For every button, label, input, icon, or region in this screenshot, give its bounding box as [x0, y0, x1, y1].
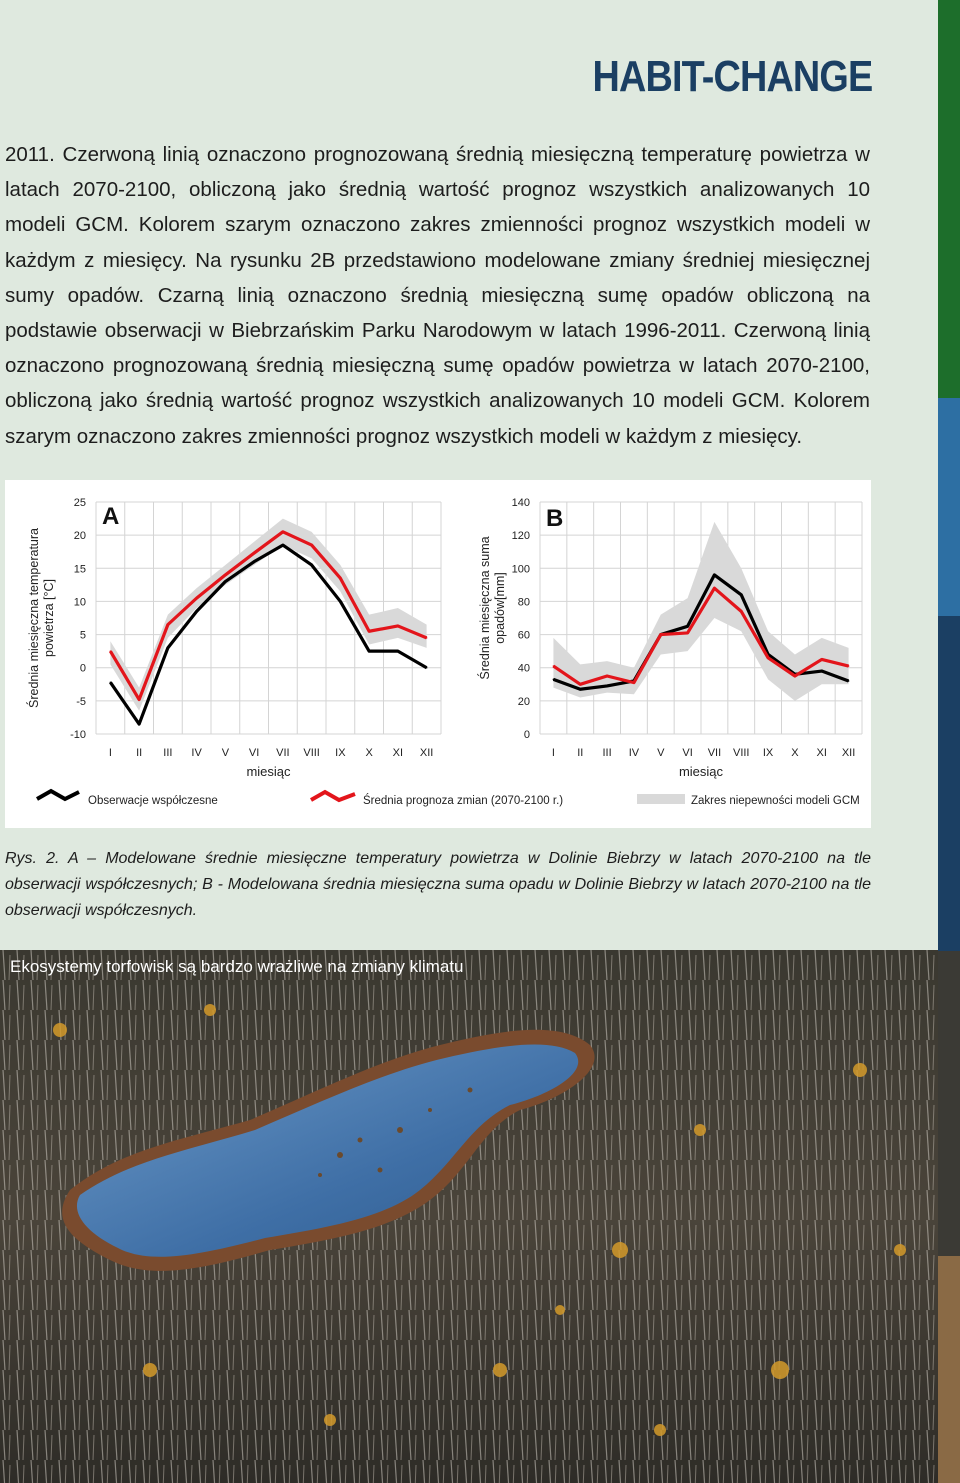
figure-panel	[5, 480, 871, 828]
y-tick-label: 25	[73, 497, 86, 509]
forecast-point	[687, 632, 689, 634]
observed-point	[553, 679, 555, 681]
stripe-navy	[938, 616, 960, 951]
forecast-point	[167, 624, 169, 626]
x-tick-label: IV	[628, 747, 640, 759]
y-tick-label: -10	[70, 729, 86, 741]
forecast-point	[110, 650, 112, 652]
y-tick-label: -5	[76, 695, 86, 708]
photo-illustration	[0, 950, 938, 1483]
y-axis-label-line: Średnia miesięczna suma	[478, 536, 492, 680]
forecast-point	[426, 637, 428, 639]
y-tick-label: 140	[511, 497, 530, 509]
forecast-point	[282, 531, 284, 533]
y-axis-label-line: powietrza [°C]	[42, 579, 56, 657]
x-tick-label: X	[365, 747, 373, 759]
x-axis-label: miesiąc	[678, 764, 724, 779]
x-tick-label: V	[221, 747, 230, 759]
observed-point	[714, 574, 716, 576]
observed-point	[848, 680, 850, 682]
figure-caption: Rys. 2. A – Modelowane średnie miesięczne temperatury powietrza w Dolinie Biebrzy w latach 2070-2100 na tle obserwacji współczesnych; B - Modelowana średnia miesięczna suma opadu w Dolinie Biebrzy w latach 2070-2100 na tle obserwacji współczesnych.	[5, 850, 871, 919]
x-tick-label: X	[791, 747, 799, 759]
x-tick-label: VIII	[732, 747, 750, 759]
forecast-point	[633, 682, 635, 684]
observed-point	[340, 601, 342, 603]
observed-point	[821, 670, 823, 672]
observed-point	[579, 688, 581, 690]
y-tick-label: 5	[79, 629, 86, 642]
forecast-point	[253, 552, 255, 554]
y-tick-label: 15	[73, 563, 86, 576]
stripe-photo-dark	[938, 951, 960, 1256]
y-axis-label-line: Średnia miesięczna temperatura	[27, 528, 41, 708]
x-tick-label: IV	[191, 747, 202, 759]
right-color-stripe	[938, 0, 960, 1483]
y-tick-label: 60	[517, 629, 530, 642]
forecast-point	[311, 544, 313, 546]
y-tick-label: 10	[73, 596, 86, 609]
forecast-point	[196, 597, 198, 599]
legend-uncertainty-swatch	[637, 794, 685, 804]
y-axis-label	[477, 536, 507, 679]
forecast-point	[368, 630, 370, 632]
x-tick-label: II	[136, 747, 143, 759]
x-tick-label: III	[163, 747, 173, 759]
forecast-point	[138, 699, 140, 701]
observed-point	[138, 723, 140, 725]
forecast-point	[848, 665, 850, 667]
y-tick-label: 0	[523, 729, 530, 741]
forecast-point	[579, 683, 581, 685]
observed-point	[368, 650, 370, 652]
observed-point	[687, 625, 689, 627]
observed-point	[311, 564, 313, 566]
observed-point	[606, 685, 608, 687]
forecast-point	[740, 611, 742, 613]
observed-point	[196, 611, 198, 613]
x-tick-label: VIII	[303, 747, 320, 759]
photo-caption: Ekosystemy torfowisk są bardzo wrażliwe na zmiany klimatu	[10, 957, 464, 976]
panel-label: B	[546, 505, 564, 532]
forecast-point	[340, 577, 342, 579]
legend-observed-label: Obserwacje współczesne	[88, 795, 218, 807]
stripe-blue	[938, 398, 960, 616]
y-tick-label: 120	[511, 530, 530, 543]
observed-point	[740, 594, 742, 596]
observed-point	[110, 681, 112, 683]
y-tick-label: 100	[511, 563, 530, 576]
forecast-point	[821, 659, 823, 661]
x-tick-label: I	[108, 747, 112, 759]
observed-point	[282, 544, 284, 546]
observed-point	[426, 667, 428, 669]
figure-charts	[5, 480, 871, 828]
x-axis-label: miesiąc	[246, 764, 291, 779]
observed-point	[167, 647, 169, 649]
legend-observed-swatch	[37, 791, 79, 799]
peatland-aerial-photo	[0, 950, 938, 1483]
forecast-point	[660, 634, 662, 636]
forecast-point	[225, 574, 227, 576]
stripe-green	[938, 0, 960, 398]
x-tick-label: IX	[335, 747, 346, 759]
y-tick-label: 80	[517, 596, 530, 609]
legend-uncertainty-label: Zakres niepewności modeli GCM	[691, 795, 860, 807]
observed-point	[225, 581, 227, 583]
legend-forecast-swatch	[311, 792, 355, 800]
forecast-point	[714, 587, 716, 589]
x-tick-label: XII	[841, 747, 856, 759]
observed-point	[253, 561, 255, 563]
y-tick-label: 20	[73, 530, 86, 543]
x-tick-label: IX	[762, 747, 774, 759]
x-tick-label: III	[602, 747, 612, 759]
x-tick-label: XI	[816, 747, 827, 759]
x-tick-label: VI	[248, 747, 260, 759]
x-tick-label: II	[577, 747, 584, 759]
x-tick-label: I	[551, 747, 555, 759]
forecast-point	[397, 625, 399, 627]
x-tick-label: XI	[392, 747, 404, 759]
x-tick-label: V	[657, 747, 665, 759]
body-paragraph: 2011. Czerwoną linią oznaczono prognozowaną średnią miesięczną temperaturę powietrza w latach 2070-2100, obliczoną jako średnią wartość prognoz wszystkich analizowanych 10 modeli GCM. Kolorem szarym oznaczono zakres zmienności prognoz wszystkich modeli w każdym z miesięcy. Na rysunku 2B przedstawiono modelowane zmiany średniej miesięcznej sumy opadów. Czarną linią oznaczono średnią miesięczną sumę opadów obliczoną na podstawie obserwacji w Biebrzańskim Parku Narodowym w latach 1996-2011. Czerwoną linią oznaczono prognozowaną średnią miesięczną sumę opadów powietrza w latach 2070-2100, obliczoną jako średnią wartość prognoz wszystkich analizowanych 10 modeli GCM. Kolorem szarym oznaczono zakres zmienności prognoz wszystkich modeli w każdym z miesięcy.	[5, 143, 870, 448]
y-axis-label-line: opadów[mm]	[493, 572, 507, 644]
legend-forecast-label: Średnia prognoza zmian (2070-2100 r.)	[363, 795, 564, 807]
stripe-brown	[938, 1256, 960, 1483]
x-tick-label: VII	[707, 747, 722, 759]
page-title: HABIT-CHANGE	[592, 52, 872, 101]
x-tick-label: VII	[276, 747, 290, 759]
y-axis-label	[26, 528, 56, 708]
x-tick-label: VI	[682, 747, 693, 759]
y-tick-label: 40	[517, 662, 530, 675]
observed-point	[397, 650, 399, 652]
forecast-point	[767, 657, 769, 659]
forecast-point	[553, 665, 555, 667]
y-tick-label: 0	[79, 662, 86, 675]
panel-label: A	[102, 503, 120, 530]
x-tick-label: XII	[419, 747, 434, 759]
forecast-point	[794, 675, 796, 677]
y-tick-label: 20	[517, 695, 530, 708]
forecast-point	[606, 675, 608, 677]
